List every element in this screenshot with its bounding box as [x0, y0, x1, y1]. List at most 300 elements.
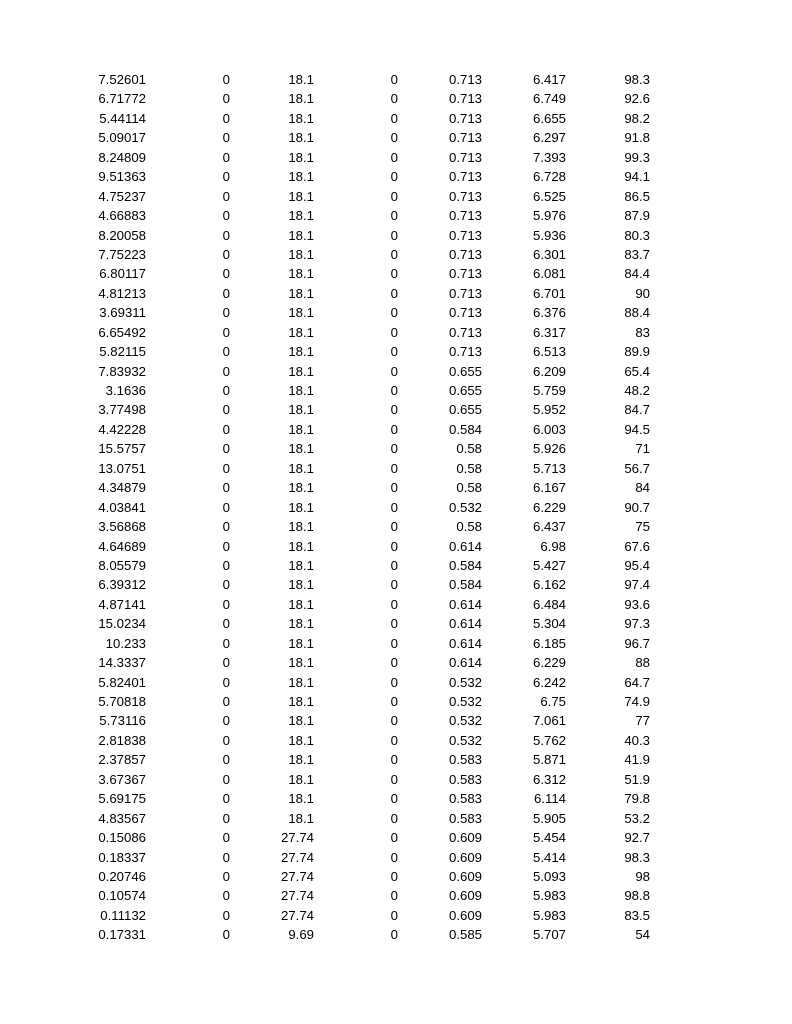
- table-cell-col-5: 0.583: [448, 771, 482, 787]
- row-margin-left: [0, 206, 60, 225]
- row-margin-left: [0, 167, 60, 186]
- row-margin-right: [650, 420, 792, 439]
- table-row: [0, 439, 792, 458]
- table-cell-col-2: 0: [222, 771, 230, 787]
- table-cell-col-3: 18.1: [288, 344, 314, 360]
- table-cell-col-1: 6.65492: [98, 324, 146, 340]
- table-row: [0, 828, 792, 847]
- table-cell-col-1: 8.20058: [98, 227, 146, 243]
- row-margin-right: [650, 226, 792, 245]
- table-cell-col-7: 92.7: [624, 830, 650, 846]
- table-cell-col-2: 0: [222, 907, 230, 923]
- table-cell-col-4: 0: [390, 538, 398, 554]
- table-cell-col-3: 18.1: [288, 208, 314, 224]
- table-cell-col-1: 6.39312: [98, 577, 146, 593]
- table-cell-col-2: 0: [222, 713, 230, 729]
- table-cell-col-3: 18.1: [288, 169, 314, 185]
- table-cell-col-1: 4.64689: [98, 538, 146, 554]
- table-cell-col-4: 0: [390, 188, 398, 204]
- row-margin-left: [0, 187, 60, 206]
- table-cell-col-3: 27.74: [280, 849, 314, 865]
- table-cell-col-7: 98.3: [624, 72, 650, 87]
- row-margin-right: [650, 362, 792, 381]
- row-margin-left: [0, 673, 60, 692]
- row-margin-left: [0, 848, 60, 867]
- table-cell-col-6: 6.081: [532, 266, 566, 282]
- table-cell-col-3: 18.1: [288, 363, 314, 379]
- table-cell-col-7: 41.9: [624, 752, 650, 768]
- data-table: [0, 70, 792, 945]
- table-cell-col-2: 0: [222, 421, 230, 437]
- table-cell-col-2: 0: [222, 849, 230, 865]
- table-cell-col-6: 6.167: [532, 480, 566, 496]
- table-cell-col-6: 6.209: [532, 363, 566, 379]
- row-margin-right: [650, 89, 792, 108]
- table-cell-col-4: 0: [390, 927, 398, 943]
- table-cell-col-4: 0: [390, 421, 398, 437]
- table-cell-col-1: 3.56868: [98, 519, 146, 535]
- table-cell-col-3: 27.74: [280, 888, 314, 904]
- row-margin-right: [650, 595, 792, 614]
- table-row: [0, 867, 792, 886]
- table-cell-col-4: 0: [390, 441, 398, 457]
- table-cell-col-5: 0.713: [448, 72, 482, 87]
- table-cell-col-7: 67.6: [624, 538, 650, 554]
- table-cell-col-7: 91.8: [624, 130, 650, 146]
- row-margin-left: [0, 128, 60, 147]
- row-margin-left: [0, 556, 60, 575]
- table-cell-col-3: 18.1: [288, 713, 314, 729]
- table-row: [0, 89, 792, 108]
- table-cell-col-3: 18.1: [288, 285, 314, 301]
- table-cell-col-5: 0.609: [448, 849, 482, 865]
- table-cell-col-5: 0.583: [448, 810, 482, 826]
- table-cell-col-7: 92.6: [624, 91, 650, 107]
- table-cell-col-6: 6.728: [532, 169, 566, 185]
- table-cell-col-6: 5.871: [532, 752, 566, 768]
- table-cell-col-5: 0.655: [448, 383, 482, 398]
- table-cell-col-3: 18.1: [288, 72, 314, 87]
- table-cell-col-7: 83: [635, 324, 650, 340]
- table-cell-col-2: 0: [222, 577, 230, 593]
- table-cell-col-1: 5.70818: [98, 694, 146, 709]
- table-cell-col-4: 0: [390, 713, 398, 729]
- table-cell-col-7: 56.7: [624, 460, 650, 476]
- table-cell-col-5: 0.584: [448, 421, 482, 437]
- table-cell-col-1: 4.66883: [98, 208, 146, 224]
- table-cell-col-4: 0: [390, 285, 398, 301]
- table-cell-col-6: 5.304: [532, 616, 566, 632]
- spreadsheet-page: [0, 70, 792, 945]
- table-cell-col-5: 0.584: [448, 577, 482, 593]
- table-cell-col-1: 7.83932: [98, 363, 146, 379]
- table-cell-col-7: 89.9: [624, 344, 650, 360]
- table-cell-col-7: 65.4: [624, 363, 650, 379]
- table-cell-col-6: 6.417: [532, 72, 566, 87]
- table-cell-col-6: 5.926: [532, 441, 566, 457]
- table-cell-col-2: 0: [222, 538, 230, 554]
- table-row: [0, 634, 792, 653]
- table-cell-col-2: 0: [222, 635, 230, 651]
- table-cell-col-5: 0.583: [448, 791, 482, 807]
- table-cell-col-7: 94.1: [624, 169, 650, 185]
- table-row: [0, 575, 792, 594]
- table-cell-col-2: 0: [222, 285, 230, 301]
- table-row: [0, 323, 792, 342]
- table-cell-col-4: 0: [390, 383, 398, 398]
- row-margin-right: [650, 128, 792, 147]
- row-margin-left: [0, 323, 60, 342]
- table-cell-col-5: 0.655: [448, 363, 482, 379]
- table-cell-col-2: 0: [222, 246, 230, 262]
- table-row: [0, 789, 792, 808]
- row-margin-right: [650, 148, 792, 167]
- table-cell-col-7: 40.3: [624, 732, 650, 748]
- table-cell-col-5: 0.609: [448, 830, 482, 846]
- table-row: [0, 906, 792, 925]
- table-cell-col-7: 88: [635, 655, 650, 671]
- table-cell-col-3: 18.1: [288, 460, 314, 476]
- row-margin-left: [0, 478, 60, 497]
- table-cell-col-4: 0: [390, 732, 398, 748]
- table-cell-col-6: 5.952: [532, 402, 566, 418]
- row-margin-left: [0, 789, 60, 808]
- table-cell-col-6: 6.312: [532, 771, 566, 787]
- table-cell-col-1: 4.75237: [98, 188, 146, 204]
- row-margin-right: [650, 70, 792, 89]
- table-cell-col-2: 0: [222, 344, 230, 360]
- table-cell-col-7: 96.7: [624, 635, 650, 651]
- table-cell-col-5: 0.713: [448, 149, 482, 165]
- table-cell-col-1: 5.44114: [99, 110, 146, 126]
- table-cell-col-4: 0: [390, 402, 398, 418]
- table-row: [0, 206, 792, 225]
- table-cell-col-2: 0: [222, 868, 230, 884]
- row-margin-right: [650, 575, 792, 594]
- table-cell-col-1: 8.05579: [98, 557, 146, 573]
- table-cell-col-7: 48.2: [624, 383, 650, 398]
- table-cell-col-4: 0: [390, 110, 398, 126]
- table-cell-col-4: 0: [390, 72, 398, 87]
- table-cell-col-1: 10.233: [105, 635, 146, 651]
- table-cell-col-5: 0.532: [448, 674, 482, 690]
- table-cell-col-2: 0: [222, 752, 230, 768]
- table-cell-col-1: 4.34879: [98, 480, 146, 496]
- table-cell-col-3: 18.1: [288, 227, 314, 243]
- table-cell-col-7: 88.4: [624, 305, 650, 321]
- table-cell-col-6: 5.707: [532, 927, 566, 943]
- table-cell-col-5: 0.609: [448, 868, 482, 884]
- table-cell-col-3: 18.1: [288, 655, 314, 671]
- table-cell-col-6: 6.75: [540, 694, 566, 709]
- row-margin-right: [650, 517, 792, 536]
- table-cell-col-3: 18.1: [288, 110, 314, 126]
- table-cell-col-2: 0: [222, 227, 230, 243]
- table-cell-col-4: 0: [390, 149, 398, 165]
- table-cell-col-5: 0.713: [448, 344, 482, 360]
- row-margin-left: [0, 925, 60, 944]
- table-cell-col-1: 3.77498: [98, 402, 146, 418]
- table-cell-col-6: 5.976: [532, 208, 566, 224]
- table-cell-col-1: 15.5757: [98, 441, 146, 457]
- table-cell-col-7: 84.7: [624, 402, 650, 418]
- table-cell-col-3: 18.1: [288, 674, 314, 690]
- table-cell-col-3: 18.1: [288, 383, 314, 398]
- table-cell-col-7: 51.9: [624, 771, 650, 787]
- table-cell-col-1: 0.10574: [98, 888, 146, 904]
- row-margin-right: [650, 478, 792, 497]
- table-cell-col-2: 0: [222, 830, 230, 846]
- row-margin-right: [650, 206, 792, 225]
- row-margin-right: [650, 187, 792, 206]
- table-cell-col-4: 0: [390, 460, 398, 476]
- table-cell-col-5: 0.713: [448, 305, 482, 321]
- row-margin-right: [650, 828, 792, 847]
- table-cell-col-5: 0.713: [448, 169, 482, 185]
- table-cell-col-6: 6.229: [532, 655, 566, 671]
- table-cell-col-3: 9.69: [288, 927, 314, 943]
- table-cell-col-6: 5.983: [532, 888, 566, 904]
- table-cell-col-3: 18.1: [288, 519, 314, 535]
- table-cell-col-3: 18.1: [288, 324, 314, 340]
- table-cell-col-3: 18.1: [288, 305, 314, 321]
- table-cell-col-4: 0: [390, 655, 398, 671]
- table-cell-col-1: 0.11132: [100, 907, 146, 923]
- table-cell-col-7: 93.6: [624, 596, 650, 612]
- row-margin-right: [650, 342, 792, 361]
- row-margin-left: [0, 342, 60, 361]
- row-margin-right: [650, 634, 792, 653]
- row-margin-right: [650, 653, 792, 672]
- table-cell-col-1: 5.82115: [99, 344, 146, 360]
- table-cell-col-5: 0.583: [448, 752, 482, 768]
- table-cell-col-7: 79.8: [624, 791, 650, 807]
- table-cell-col-4: 0: [390, 499, 398, 515]
- table-cell-col-7: 71: [635, 441, 650, 457]
- table-cell-col-6: 6.513: [532, 344, 566, 360]
- table-cell-col-2: 0: [222, 363, 230, 379]
- table-cell-col-2: 0: [222, 460, 230, 476]
- table-row: [0, 400, 792, 419]
- table-cell-col-3: 18.1: [288, 421, 314, 437]
- table-cell-col-3: 27.74: [280, 830, 314, 846]
- table-cell-col-7: 90: [635, 285, 650, 301]
- table-cell-col-6: 7.061: [532, 713, 566, 729]
- row-margin-left: [0, 148, 60, 167]
- table-cell-col-4: 0: [390, 246, 398, 262]
- table-cell-col-6: 6.317: [532, 324, 566, 340]
- table-cell-col-3: 18.1: [288, 149, 314, 165]
- row-margin-left: [0, 284, 60, 303]
- table-cell-col-7: 77: [635, 713, 650, 729]
- table-cell-col-4: 0: [390, 694, 398, 709]
- row-margin-left: [0, 70, 60, 89]
- table-cell-col-3: 18.1: [288, 577, 314, 593]
- table-cell-col-4: 0: [390, 577, 398, 593]
- table-cell-col-3: 18.1: [288, 791, 314, 807]
- row-margin-left: [0, 381, 60, 400]
- table-cell-col-2: 0: [222, 110, 230, 126]
- table-cell-col-2: 0: [222, 810, 230, 826]
- table-cell-col-2: 0: [222, 208, 230, 224]
- row-margin-left: [0, 245, 60, 264]
- table-cell-col-3: 18.1: [288, 188, 314, 204]
- table-cell-col-6: 6.003: [532, 421, 566, 437]
- row-margin-left: [0, 498, 60, 517]
- table-cell-col-6: 6.484: [532, 596, 566, 612]
- table-row: [0, 109, 792, 128]
- row-margin-left: [0, 809, 60, 828]
- row-margin-right: [650, 614, 792, 633]
- table-row: [0, 809, 792, 828]
- table-row: [0, 284, 792, 303]
- table-cell-col-7: 98.3: [624, 849, 650, 865]
- table-cell-col-3: 18.1: [288, 441, 314, 457]
- table-row: [0, 362, 792, 381]
- table-cell-col-7: 97.4: [624, 577, 650, 593]
- row-margin-right: [650, 886, 792, 905]
- table-cell-col-1: 0.17331: [98, 927, 146, 943]
- table-cell-col-3: 18.1: [288, 266, 314, 282]
- table-cell-col-6: 5.762: [532, 732, 566, 748]
- table-cell-col-2: 0: [222, 499, 230, 515]
- row-margin-left: [0, 731, 60, 750]
- row-margin-left: [0, 303, 60, 322]
- row-margin-right: [650, 848, 792, 867]
- row-margin-left: [0, 634, 60, 653]
- table-cell-col-5: 0.614: [448, 538, 482, 554]
- table-row: [0, 342, 792, 361]
- row-margin-left: [0, 886, 60, 905]
- table-cell-col-5: 0.713: [448, 227, 482, 243]
- table-row: [0, 128, 792, 147]
- table-cell-col-7: 64.7: [624, 674, 650, 690]
- row-margin-right: [650, 809, 792, 828]
- row-margin-right: [650, 303, 792, 322]
- table-cell-col-6: 6.749: [532, 91, 566, 107]
- table-row: [0, 692, 792, 711]
- table-cell-col-1: 5.82401: [98, 674, 146, 690]
- row-margin-right: [650, 109, 792, 128]
- table-row: [0, 498, 792, 517]
- row-margin-right: [650, 498, 792, 517]
- table-cell-col-1: 13.0751: [98, 460, 146, 476]
- table-cell-col-6: 6.301: [532, 246, 566, 262]
- table-cell-col-7: 86.5: [624, 188, 650, 204]
- table-body: [0, 70, 792, 945]
- table-cell-col-5: 0.713: [448, 130, 482, 146]
- table-cell-col-3: 18.1: [288, 557, 314, 573]
- table-cell-col-6: 5.427: [532, 557, 566, 573]
- table-cell-col-2: 0: [222, 305, 230, 321]
- table-cell-col-4: 0: [390, 363, 398, 379]
- row-margin-right: [650, 459, 792, 478]
- table-cell-col-5: 0.713: [448, 324, 482, 340]
- row-margin-right: [650, 906, 792, 925]
- table-cell-col-2: 0: [222, 557, 230, 573]
- table-cell-col-4: 0: [390, 752, 398, 768]
- table-cell-col-2: 0: [222, 188, 230, 204]
- table-cell-col-3: 18.1: [288, 771, 314, 787]
- table-cell-col-4: 0: [390, 888, 398, 904]
- table-row: [0, 459, 792, 478]
- row-margin-right: [650, 556, 792, 575]
- table-cell-col-4: 0: [390, 91, 398, 107]
- table-cell-col-3: 18.1: [288, 596, 314, 612]
- table-cell-col-4: 0: [390, 635, 398, 651]
- row-margin-left: [0, 867, 60, 886]
- row-margin-left: [0, 420, 60, 439]
- table-cell-col-2: 0: [222, 616, 230, 632]
- row-margin-left: [0, 517, 60, 536]
- row-margin-left: [0, 537, 60, 556]
- table-cell-col-2: 0: [222, 655, 230, 671]
- table-cell-col-2: 0: [222, 324, 230, 340]
- table-cell-col-1: 6.80117: [99, 266, 146, 282]
- row-margin-right: [650, 789, 792, 808]
- table-cell-col-2: 0: [222, 402, 230, 418]
- table-row: [0, 595, 792, 614]
- table-cell-col-3: 27.74: [280, 868, 314, 884]
- table-cell-col-4: 0: [390, 596, 398, 612]
- table-cell-col-3: 18.1: [288, 694, 314, 709]
- table-cell-col-5: 0.614: [448, 596, 482, 612]
- row-margin-left: [0, 226, 60, 245]
- table-cell-col-6: 6.114: [533, 791, 566, 807]
- table-cell-col-7: 99.3: [624, 149, 650, 165]
- table-cell-col-1: 6.71772: [98, 91, 146, 107]
- table-cell-col-5: 0.713: [448, 285, 482, 301]
- table-cell-col-6: 6.376: [532, 305, 566, 321]
- table-cell-col-3: 27.74: [280, 907, 314, 923]
- table-cell-col-2: 0: [222, 596, 230, 612]
- table-cell-col-2: 0: [222, 266, 230, 282]
- table-row: [0, 303, 792, 322]
- row-margin-right: [650, 750, 792, 769]
- table-cell-col-5: 0.614: [448, 616, 482, 632]
- table-row: [0, 381, 792, 400]
- table-row: [0, 556, 792, 575]
- row-margin-right: [650, 167, 792, 186]
- table-cell-col-1: 2.81838: [98, 732, 146, 748]
- table-cell-col-1: 7.75223: [98, 246, 146, 262]
- table-cell-col-5: 0.614: [448, 635, 482, 651]
- table-cell-col-4: 0: [390, 810, 398, 826]
- table-row: [0, 420, 792, 439]
- row-margin-right: [650, 867, 792, 886]
- table-cell-col-4: 0: [390, 480, 398, 496]
- row-margin-left: [0, 828, 60, 847]
- table-cell-col-7: 98: [635, 868, 650, 884]
- row-margin-left: [0, 89, 60, 108]
- table-cell-col-5: 0.532: [448, 713, 482, 729]
- row-margin-right: [650, 537, 792, 556]
- table-cell-col-5: 0.532: [448, 732, 482, 748]
- table-cell-col-1: 14.3337: [98, 655, 146, 671]
- table-cell-col-1: 15.0234: [98, 616, 146, 632]
- table-cell-col-2: 0: [222, 149, 230, 165]
- table-cell-col-2: 0: [222, 694, 230, 709]
- table-cell-col-1: 5.09017: [98, 130, 146, 146]
- table-cell-col-7: 84: [635, 480, 650, 496]
- row-margin-left: [0, 614, 60, 633]
- table-cell-col-6: 5.983: [532, 907, 566, 923]
- table-row: [0, 226, 792, 245]
- table-cell-col-2: 0: [222, 383, 230, 398]
- table-cell-col-5: 0.614: [448, 655, 482, 671]
- table-row: [0, 167, 792, 186]
- table-cell-col-7: 95.4: [624, 557, 650, 573]
